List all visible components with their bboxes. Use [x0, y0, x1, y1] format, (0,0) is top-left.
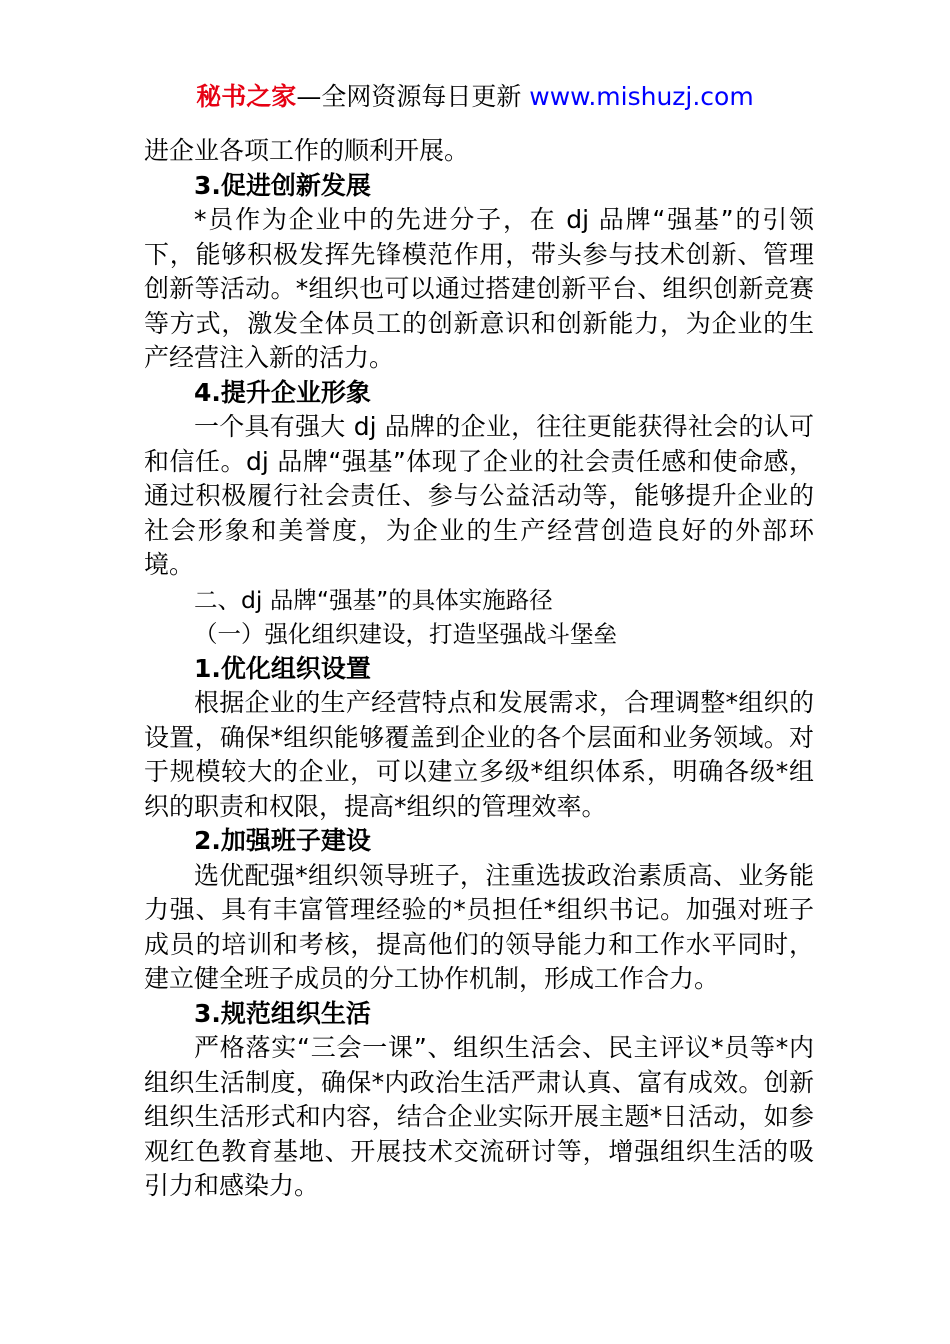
- header-url-link[interactable]: www.mishuzj.com: [529, 82, 754, 111]
- paragraph-org-life: 严格落实“三会一课”、组织生活会、民主评议*员等*内组织生活制度，确保*内政治生活严肃认真、富有成效。创新组织生活形式和内容，结合企业实际开展主题*日活动，如参观红色教育基地、开展技术交流研讨等，增强组织生活的吸引力和感染力。: [144, 1033, 814, 1200]
- heading-image: 4.提升企业形象: [194, 377, 371, 407]
- header-tagline: 全网资源每日更新: [321, 82, 522, 111]
- subsection-title-one: （一）强化组织建设，打造坚强战斗堡垒: [194, 620, 617, 648]
- heading-org-setup: 1.优化组织设置: [194, 653, 371, 683]
- section-title-two: 二、dj 品牌“强基”的具体实施路径: [194, 585, 553, 614]
- heading-innovation: 3.促进创新发展: [194, 170, 371, 200]
- paragraph-team-building: 选优配强*组织领导班子，注重选拔政治素质高、业务能力强、具有丰富管理经验的*员担任*组织书记。加强对班子成员的培训和考核，提高他们的领导能力和工作水平同时，建立健全班子成员的分工协作机制，形成工作合力。: [144, 860, 814, 993]
- paragraph-innovation: *员作为企业中的先进分子，在 dj 品牌“强基”的引领下，能够积极发挥先锋模范作用，带头参与技术创新、管理创新等活动。*组织也可以通过搭建创新平台、组织创新竞赛等方式，激发全体员工的创新意识和创新能力，为企业的生产经营注入新的活力。: [144, 205, 814, 372]
- brand-name: 秘书之家: [196, 82, 297, 111]
- heading-team-building: 2.加强班子建设: [194, 826, 371, 855]
- paragraph-org-setup: 根据企业的生产经营特点和发展需求，合理调整*组织的设置，确保*组织能够覆盖到企业的各个层面和业务领域。对于规模较大的企业，可以建立多级*组织体系，明确各级*组织的职责和权限，提高*组织的管理效率。: [144, 688, 814, 821]
- paragraph-image: 一个具有强大 dj 品牌的企业，往往更能获得社会的认可和信任。dj 品牌“强基”体现了企业的社会责任感和使命感，通过积极履行社会责任、参与公益活动等，能够提升企业的社会形象和美誉度，为企业的生产经营创造良好的外部环境。: [144, 412, 814, 579]
- page-header: [0, 80, 950, 114]
- heading-org-life: 3.规范组织生活: [194, 998, 371, 1028]
- header-dash: —: [296, 82, 322, 111]
- document-body: [144, 134, 814, 1204]
- paragraph-continuation: 进企业各项工作的顺利开展。: [144, 136, 470, 165]
